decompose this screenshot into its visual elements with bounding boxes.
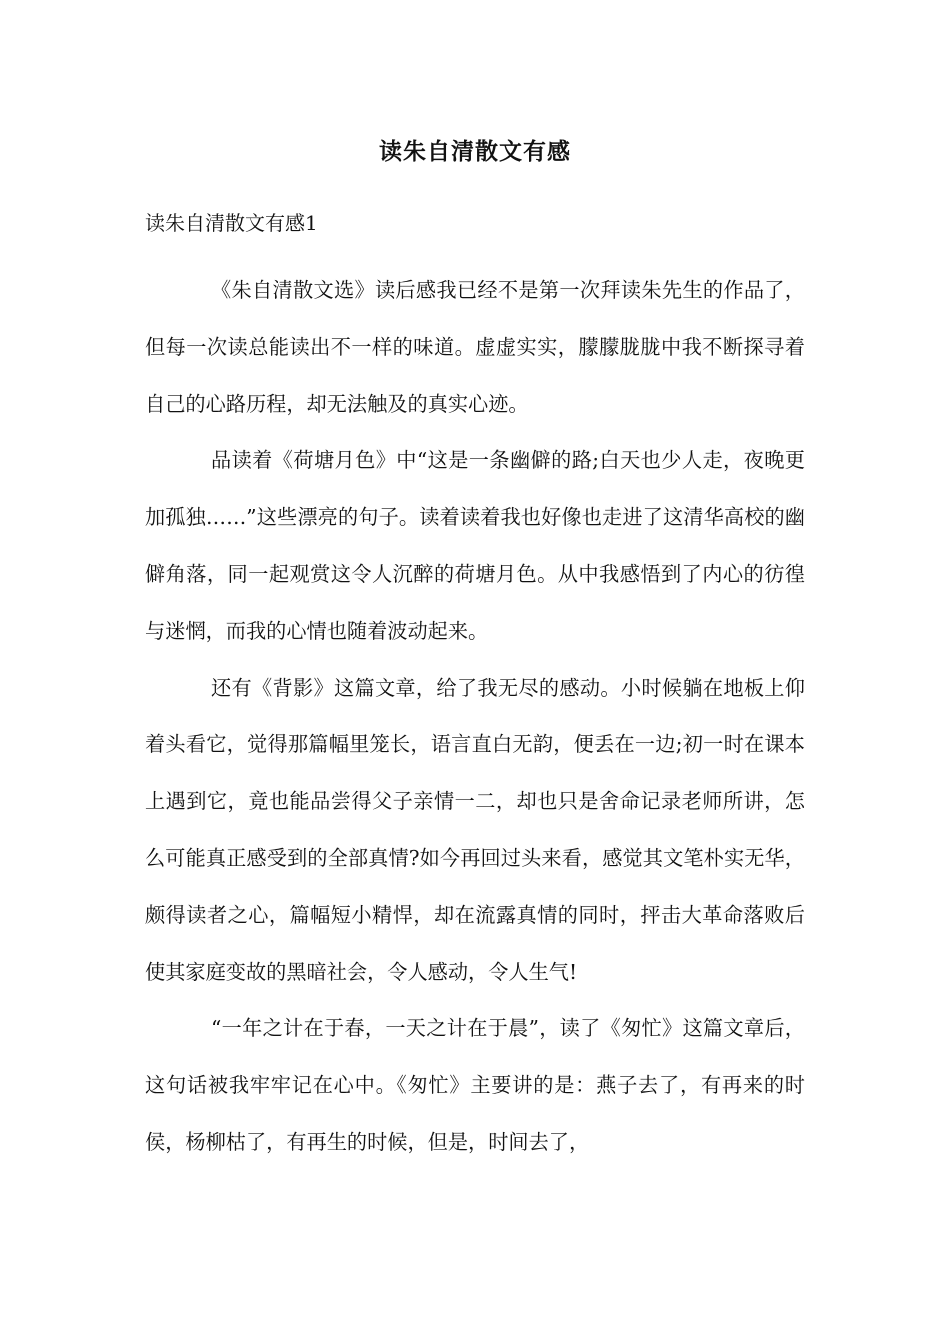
paragraph: 《朱自清散文选》读后感我已经不是第一次拜读朱先生的作品了，但每一次读总能读出不一样的味道。虚虚实实，朦朦胧胧中我不断探寻着自己的心路历程，却无法触及的真实心迹。: [145, 278, 805, 416]
paragraph: “一年之计在于春，一天之计在于晨”，读了《匆忙》这篇文章后，这句话被我牢牢记在心中。《匆忙》主要讲的是：燕子去了，有再来的时侯，杨柳枯了，有再生的时候，但是，时间去了，: [145, 1016, 805, 1154]
section-heading: 读朱自清散文有感1: [145, 211, 318, 235]
document-body: [145, 262, 805, 1171]
paragraph: 品读着《荷塘月色》中“这是一条幽僻的路;白天也少人走，夜晚更加孤独……”这些漂亮的句子。读着读着我也好像也走进了这清华高校的幽僻角落，同一起观赏这令人沉醉的荷塘月色。从中我感悟到了内心的彷徨与迷惘，而我的心情也随着波动起来。: [145, 448, 805, 643]
document-title: 读朱自清散文有感: [379, 138, 571, 165]
paragraph: 还有《背影》这篇文章，给了我无尽的感动。小时候躺在地板上仰着头看它，觉得那篇幅里笼长，语言直白无韵，便丢在一边;初一时在课本上遇到它，竟也能品尝得父子亲情一二，却也只是舍命记录老师所讲，怎么可能真正感受到的全部真情?如今再回过头来看，感觉其文笔朴实无华，颇得读者之心，篇幅短小精悍，却在流露真情的同时，抨击大革命落败后使其家庭变故的黑暗社会，令人感动，令人生气!: [145, 675, 805, 984]
